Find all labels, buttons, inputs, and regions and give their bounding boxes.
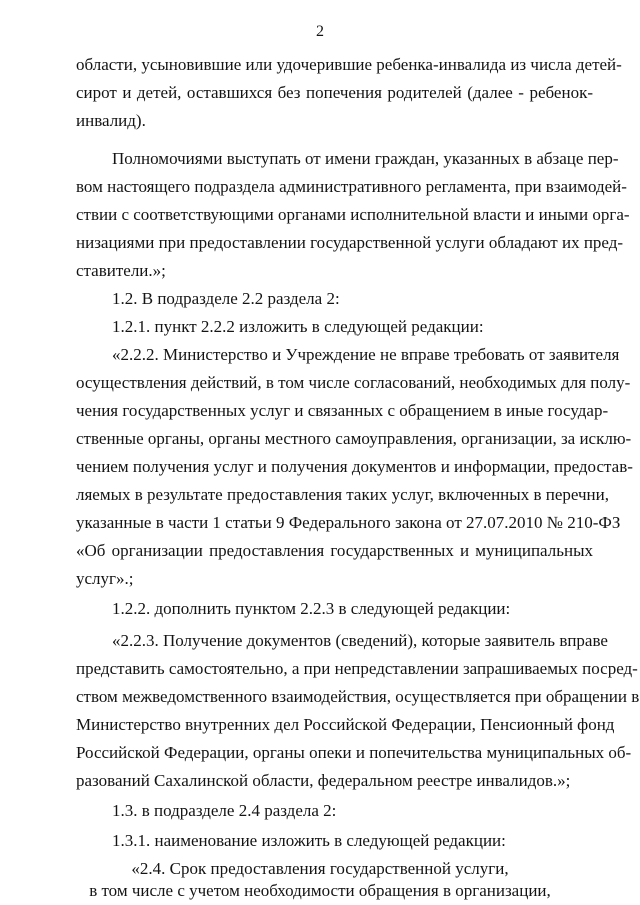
text-line: чения государственных услуг и связанных с обращением в иные государ-	[76, 401, 609, 420]
text-line: чением получения услуг и получения документов и информации, предостав-	[76, 457, 633, 476]
centered-heading-line: в том числе с учетом необходимости обращения в организации,	[89, 881, 551, 900]
text-line: разований Сахалинской области, федеральном реестре инвалидов.»;	[76, 771, 571, 790]
text-line: указанные в части 1 статьи 9 Федерального закона от 27.07.2010 № 210-ФЗ	[76, 513, 621, 532]
text-line: 1.2.1. пункт 2.2.2 изложить в следующей редакции:	[112, 317, 484, 336]
text-line: Полномочиями выступать от имени граждан, указанных в абзаце пер-	[112, 149, 619, 168]
text-line: 1.2.2. дополнить пунктом 2.2.3 в следующей редакции:	[112, 599, 511, 618]
text-line: 1.2. В подразделе 2.2 раздела 2:	[112, 289, 340, 308]
text-line: ствии с соответствующими органами исполнительной власти и иными орга-	[76, 205, 630, 224]
text-line: осуществления действий, в том числе согласований, необходимых для полу-	[76, 373, 631, 392]
text-line: услуг».;	[76, 569, 134, 588]
text-line: Министерство внутренних дел Российской Федерации, Пенсионный фонд	[76, 715, 615, 734]
centered-heading-line: «2.4. Срок предоставления государственной услуги,	[131, 859, 509, 878]
text-line: 1.3.1. наименование изложить в следующей редакции:	[112, 831, 506, 850]
page-number: 2	[316, 23, 324, 40]
text-line: представить самостоятельно, а при непредставлении запрашиваемых посред-	[76, 659, 638, 678]
text-line: «Об организации предоставления государственных и муниципальных	[76, 541, 593, 560]
text-line: сирот и детей, оставшихся без попечения родителей (далее - ребенок-	[76, 83, 593, 102]
text-line: «2.2.2. Министерство и Учреждение не вправе требовать от заявителя	[112, 345, 620, 364]
text-line: «2.2.3. Получение документов (сведений), которые заявитель вправе	[112, 631, 608, 650]
text-line: низациями при предоставлении государственной услуги обладают их пред-	[76, 233, 624, 252]
text-line: ством межведомственного взаимодействия, осуществляется при обращении в	[76, 687, 640, 706]
text-line: 1.3. в подразделе 2.4 раздела 2:	[112, 801, 337, 820]
text-line: вом настоящего подраздела административного регламента, при взаимодей-	[76, 177, 627, 196]
text-line: ственные органы, органы местного самоуправления, организации, за исклю-	[76, 429, 632, 448]
text-line: области, усыновившие или удочерившие ребенка-инвалида из числа детей-	[76, 55, 622, 74]
text-line: ляемых в результате предоставления таких услуг, включенных в перечни,	[76, 485, 609, 504]
text-line: инвалид).	[76, 111, 146, 130]
text-line: Российской Федерации, органы опеки и попечительства муниципальных об-	[76, 743, 632, 762]
text-line: ставители.»;	[76, 261, 166, 280]
